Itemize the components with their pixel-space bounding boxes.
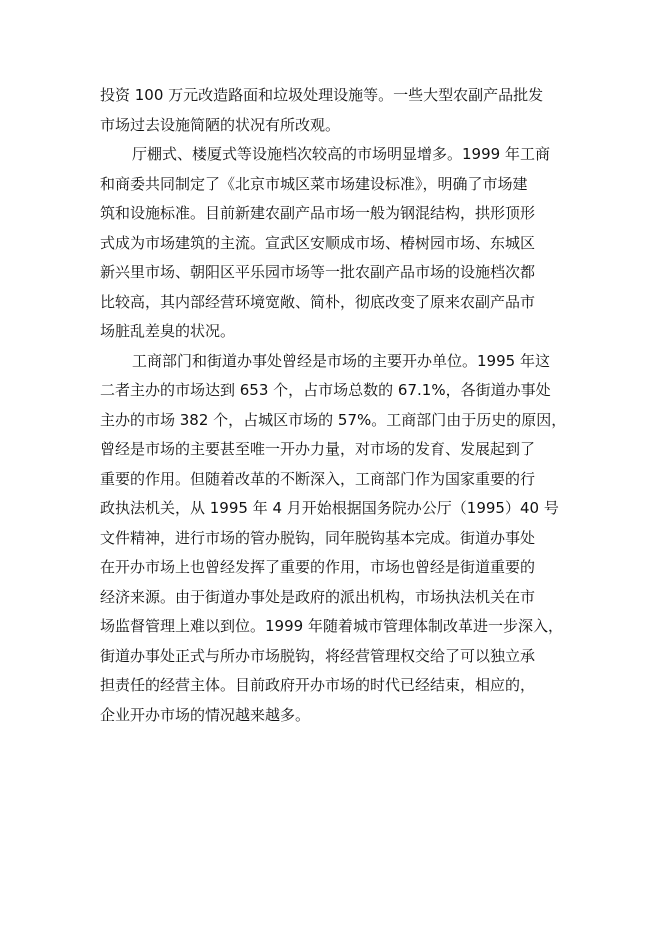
- text-line: 投资 100 万元改造路面和垃圾处理设施等。一些大型农副产品批发: [100, 86, 544, 104]
- text-line: 式成为市场建筑的主流。宣武区安顺成市场、椿树园市场、东城区: [100, 233, 536, 252]
- text-line: 二者主办的市场达到 653 个，占市场总数的 67.1%，各街道办事处: [100, 381, 551, 399]
- text-line: 场监督管理上难以到位。1999 年随着城市管理体制改革进一步深入，: [100, 617, 563, 635]
- text-line: 新兴里市场、朝阳区平乐园市场等一批农副产品市场的设施档次都: [100, 263, 536, 281]
- text-line: 厅棚式、楼厦式等设施档次较高的市场明显增多。1999 年工商: [132, 145, 550, 163]
- text-line: 工商部门和街道办事处曾经是市场的主要开办单位。1995 年这: [132, 351, 550, 370]
- text-line: 政执法机关，从 1995 年 4 月开始根据国务院办公厅（1995）40 号: [100, 499, 559, 517]
- text-line: 在开办市场上也曾经发挥了重要的作用，市场也曾经是街道重要的: [100, 558, 536, 576]
- text-line: 筑和设施标准。目前新建农副产品市场一般为钢混结构，拱形顶形: [100, 204, 536, 222]
- text-line: 企业开办市场的情况越来越多。: [100, 705, 311, 724]
- text-line: 重要的作用。但随着改革的不断深入，工商部门作为国家重要的行: [100, 469, 536, 488]
- body-text: [100, 81, 567, 730]
- text-line: 文件精神，进行市场的管办脱钩，同年脱钩基本完成。街道办事处: [100, 528, 536, 547]
- text-line: 街道办事处正式与所办市场脱钩，将经营管理权交给了可以独立承: [100, 646, 536, 665]
- text-line: 市场过去设施简陋的状况有所改观。: [100, 115, 341, 134]
- text-line: 和商委共同制定了《北京市城区菜市场建设标准》，明确了市场建: [100, 174, 528, 193]
- text-line: 场脏乱差臭的状况。: [100, 322, 236, 340]
- text-line: 曾经是市场的主要甚至唯一开办力量，对市场的发育、发展起到了: [100, 440, 536, 458]
- text-line: 经济来源。由于街道办事处是政府的派出机构，市场执法机关在市: [100, 587, 536, 606]
- text-line: 比较高，其内部经营环境宽敞、简朴，彻底改变了原来农副产品市: [100, 292, 536, 311]
- text-line: 担责任的经营主体。目前政府开办市场的时代已经结束，相应的，: [100, 676, 536, 694]
- text-line: 主办的市场 382 个，占城区市场的 57%。工商部门由于历史的原因，: [100, 410, 567, 429]
